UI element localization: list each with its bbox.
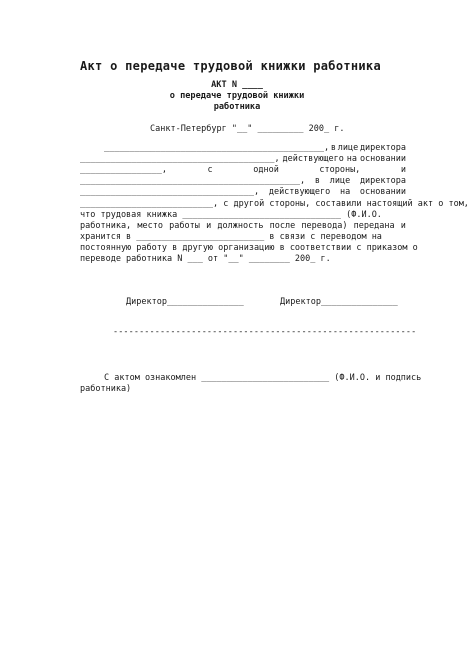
body-word: место (137, 220, 163, 231)
body-word: в (314, 176, 321, 187)
body-word: __________________________________, (80, 187, 260, 198)
body-word: основании (359, 187, 406, 198)
body-line (80, 176, 406, 186)
body-word: действующего (268, 187, 331, 198)
body-line (80, 210, 406, 220)
body-word: должность (217, 220, 264, 231)
body-word: основании (359, 154, 406, 165)
body-word: ___________________________________________, (104, 143, 330, 153)
body-line (80, 232, 406, 242)
document-title: Акт о передаче трудовой книжки работника (80, 59, 381, 73)
signature-director-left: Директор_______________ (126, 297, 244, 307)
body-word: на (339, 187, 351, 198)
body-word: ________________, (80, 165, 167, 176)
body-line (80, 154, 406, 164)
body-line (80, 242, 418, 253)
body-word: действующего (282, 154, 344, 165)
body-word: хранится в _________________________ в связи с переводом на (80, 231, 382, 242)
body-word: и (206, 220, 212, 231)
body-word: и (400, 165, 406, 176)
place-and-date: Санкт-Петербург "__" _________ 200_ г. (150, 124, 345, 134)
body-last-line: переводе работника N ___ от "__" ________ 200_ г. (80, 254, 331, 264)
signature-director-right: Директор_______________ (280, 297, 398, 307)
body-word: лице (329, 176, 351, 187)
body-word: на (346, 154, 358, 165)
body-line (80, 187, 406, 197)
act-number: АКТ N ____ (211, 80, 263, 90)
body-word: директора (359, 176, 406, 187)
body-word: лице (337, 143, 359, 153)
body-word: ______________________________________, (80, 154, 280, 165)
body-word: стороны, (319, 165, 361, 176)
body-word: в (330, 143, 337, 153)
body-word: после (269, 220, 296, 231)
body-word: __________________________, с другой стороны, составили настоящий акт о том, (80, 198, 469, 209)
body-word: работы (169, 220, 200, 231)
act-subtitle-line-1: о передаче трудовой книжки (169, 91, 305, 101)
body-word: работника, (80, 220, 132, 231)
body-word: ___________________________________________, (80, 176, 306, 187)
body-line (104, 143, 406, 153)
body-word: передана (353, 220, 395, 231)
body-word: с (207, 165, 213, 176)
act-subtitle-line-2: работника (213, 102, 261, 112)
body-line (80, 221, 406, 231)
acknowledge-line-2: работника) (80, 384, 132, 394)
body-word: постоянную работу в другую организацию в соответствии с приказом о (80, 242, 418, 253)
acknowledge-line-1: С актом ознакомлен _________________________ (Ф.И.О. и подпись (104, 373, 422, 383)
signature-line-right: ----------------------------- (265, 327, 417, 337)
body-word: перевода) (301, 220, 348, 231)
signature-line-left: ----------------------------- (113, 327, 265, 337)
body-line (80, 198, 469, 209)
body-word: и (400, 220, 406, 231)
body-word: директора (359, 143, 406, 153)
body-word: что трудовая книжка _______________________________ (Ф.И.О. (80, 209, 382, 220)
body-word: одной (253, 165, 279, 176)
body-line (80, 165, 406, 175)
